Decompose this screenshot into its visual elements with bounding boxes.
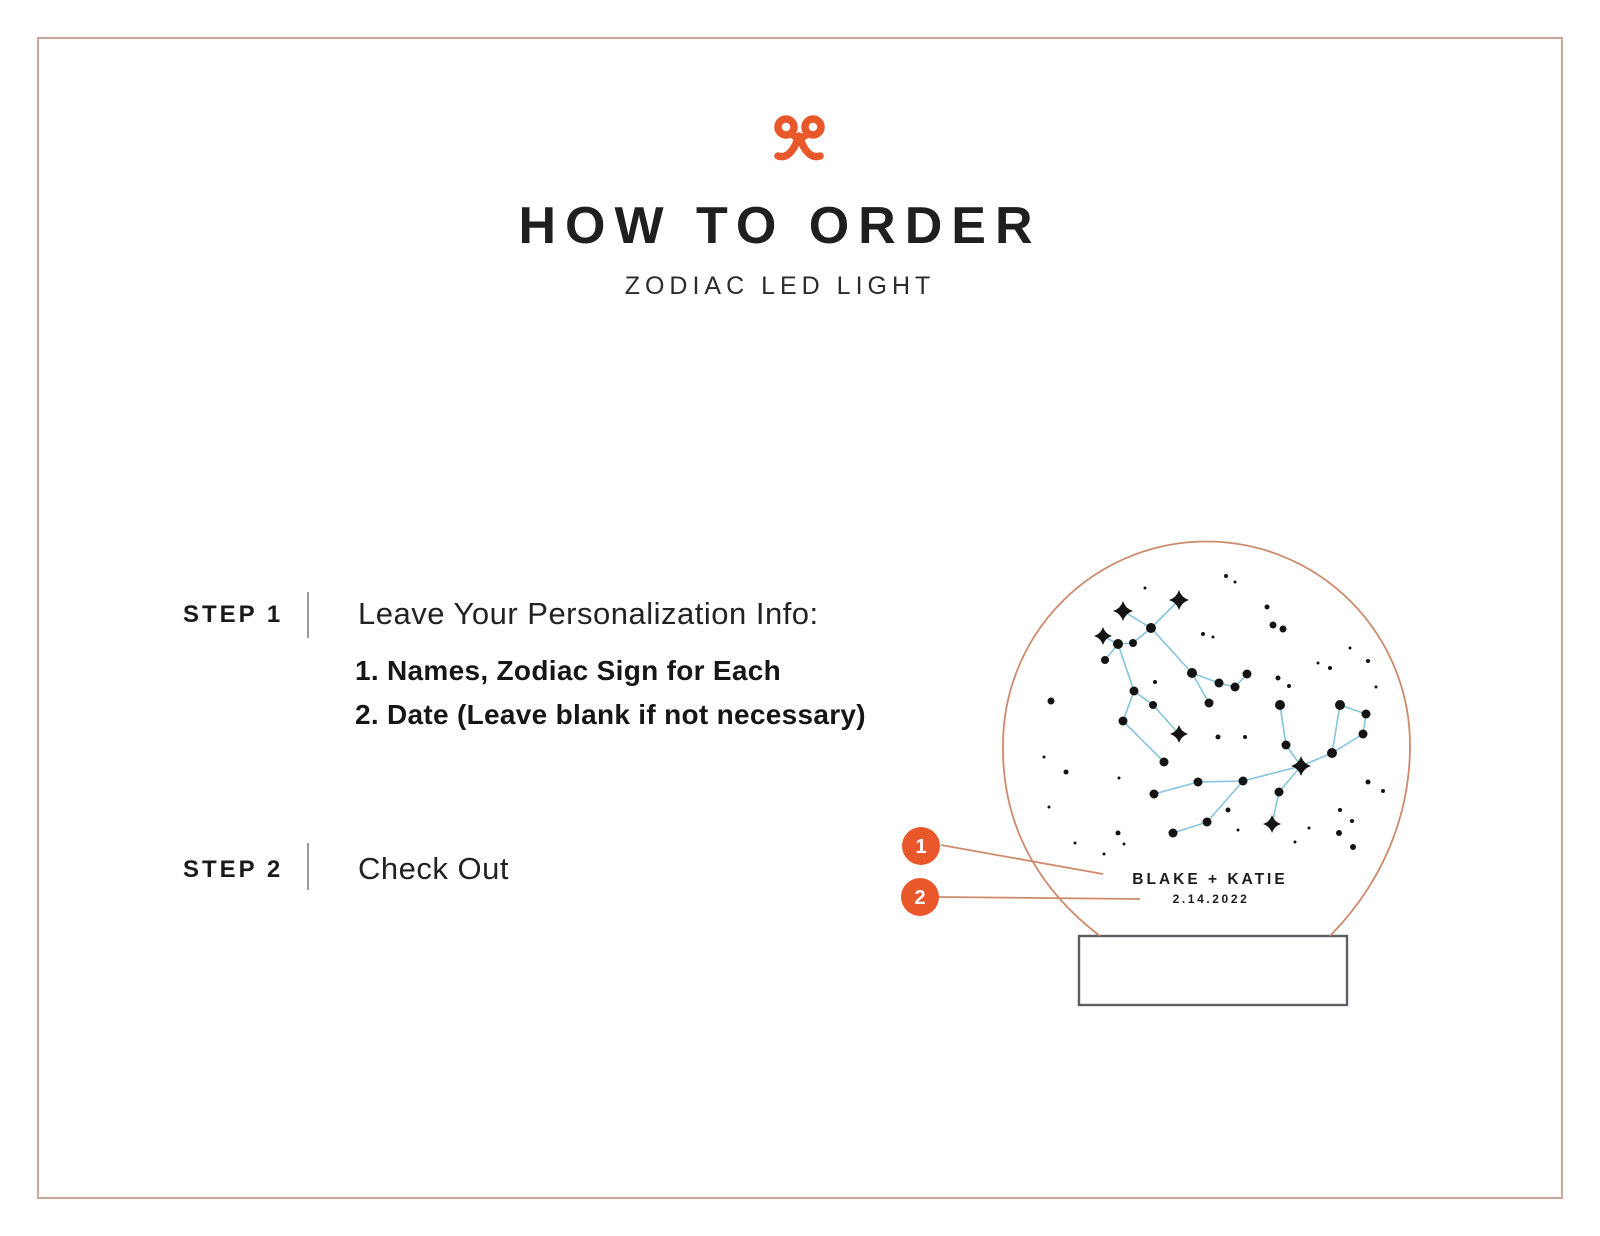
constellation-edge <box>1243 766 1301 781</box>
scatter-dot <box>1375 686 1378 689</box>
scatter-dot <box>1216 735 1221 740</box>
scatter-dot <box>1350 819 1354 823</box>
step2-divider <box>307 843 309 890</box>
scatter-dot <box>1118 777 1121 780</box>
constellation-node <box>1327 748 1337 758</box>
constellation-edge <box>1118 644 1134 691</box>
page-title: HOW TO ORDER <box>518 197 1042 255</box>
scatter-dot <box>1224 574 1228 578</box>
constellation-edge <box>1123 721 1164 762</box>
scatter-dot <box>1294 841 1297 844</box>
constellation-node <box>1215 679 1224 688</box>
callout2-number: 2 <box>914 887 926 909</box>
constellation-edge <box>1151 628 1192 673</box>
constellation-node <box>1359 730 1368 739</box>
constellation-node <box>1130 687 1139 696</box>
callout-badge-2 <box>901 878 939 916</box>
globe-names-text: BLAKE + KATIE <box>1132 871 1288 888</box>
step2-label: STEP 2 <box>183 856 284 883</box>
constellation-node <box>1160 758 1169 767</box>
constellation-edge <box>1154 782 1198 794</box>
scatter-dot <box>1338 808 1342 812</box>
constellation-node <box>1335 700 1345 710</box>
step1-item-date: 2. Date (Leave blank if not necessary) <box>355 699 866 730</box>
scatter-dot <box>1144 587 1147 590</box>
constellation-edge <box>1198 781 1243 782</box>
constellation-node <box>1101 656 1109 664</box>
callout2-leader-line <box>939 897 1140 899</box>
constellation-node <box>1362 710 1371 719</box>
scatter-dot <box>1212 636 1215 639</box>
constellation-node <box>1146 623 1156 633</box>
scatter-dot <box>1043 756 1046 759</box>
scatter-dot <box>1048 806 1051 809</box>
scatter-dot <box>1276 676 1281 681</box>
scatter-dot <box>1103 853 1106 856</box>
bow-right-tail <box>799 136 820 157</box>
globe-date-text: 2.14.2022 <box>1172 892 1250 906</box>
scatter-dot <box>1349 647 1352 650</box>
constellation-star-diamond <box>1094 627 1112 645</box>
constellation-edge <box>1151 600 1179 628</box>
bow-icon <box>755 100 845 170</box>
scatter-dot <box>1064 770 1069 775</box>
constellation-edge <box>1153 705 1179 734</box>
scatter-dot <box>1350 844 1356 850</box>
constellation-edge <box>1207 781 1243 822</box>
step2-heading: Check Out <box>358 851 509 886</box>
constellation-node <box>1275 700 1285 710</box>
scatter-dot <box>1153 680 1157 684</box>
constellation-star-diamond <box>1113 601 1133 621</box>
scatter-dot <box>1270 622 1277 629</box>
step1-label: STEP 1 <box>183 601 284 628</box>
scatter-dot <box>1308 827 1311 830</box>
constellation-node <box>1275 788 1284 797</box>
callout1-leader-line <box>941 845 1103 874</box>
constellation-node <box>1231 683 1240 692</box>
scatter-dot <box>1237 829 1240 832</box>
constellation-node <box>1239 777 1248 786</box>
constellation-edge <box>1123 691 1134 721</box>
constellation-node <box>1149 701 1157 709</box>
constellation-node <box>1243 670 1252 679</box>
zodiac-globe-illustration <box>850 515 1460 1025</box>
constellation-star-diamond <box>1263 815 1281 833</box>
scatter-dot <box>1381 789 1385 793</box>
scatter-dot <box>1317 662 1320 665</box>
constellation-star-diamond <box>1291 756 1311 776</box>
constellation-node <box>1282 741 1291 750</box>
scatter-dot <box>1328 666 1332 670</box>
constellation-node <box>1205 699 1214 708</box>
constellation-node <box>1169 829 1178 838</box>
constellation-edge <box>1280 705 1286 745</box>
step1-heading: Leave Your Personalization Info: <box>358 596 819 631</box>
callout-badge-1 <box>902 827 940 865</box>
constellation-node <box>1194 778 1203 787</box>
step1-divider <box>307 592 309 638</box>
scatter-dot <box>1201 632 1205 636</box>
constellation-node <box>1119 717 1128 726</box>
constellation-edge <box>1332 705 1340 753</box>
constellation-edge <box>1332 734 1363 753</box>
scatter-dot <box>1287 684 1291 688</box>
scatter-dot <box>1265 605 1270 610</box>
scatter-dot <box>1116 831 1121 836</box>
constellation-node <box>1129 639 1137 647</box>
scatter-dot <box>1366 780 1371 785</box>
step1-item-names: 1. Names, Zodiac Sign for Each <box>355 655 782 686</box>
scatter-dot <box>1048 698 1055 705</box>
scatter-dot <box>1280 626 1287 633</box>
scatter-dot <box>1123 843 1126 846</box>
constellation-node <box>1187 668 1197 678</box>
page-subtitle: ZODIAC LED LIGHT <box>624 272 936 300</box>
scatter-dot <box>1234 581 1237 584</box>
globe-base <box>1079 936 1347 1005</box>
callout1-number: 1 <box>915 836 927 858</box>
constellation-edge <box>1173 822 1207 833</box>
scatter-dot <box>1336 830 1342 836</box>
bow-left-tail <box>778 136 799 157</box>
constellation-node <box>1150 790 1159 799</box>
scatter-dot <box>1366 659 1370 663</box>
scatter-dot <box>1243 735 1247 739</box>
constellation-node <box>1203 818 1212 827</box>
constellation-layer <box>1094 590 1371 838</box>
scatter-dot <box>1226 808 1231 813</box>
constellation-node <box>1113 639 1123 649</box>
scatter-dot <box>1074 842 1077 845</box>
